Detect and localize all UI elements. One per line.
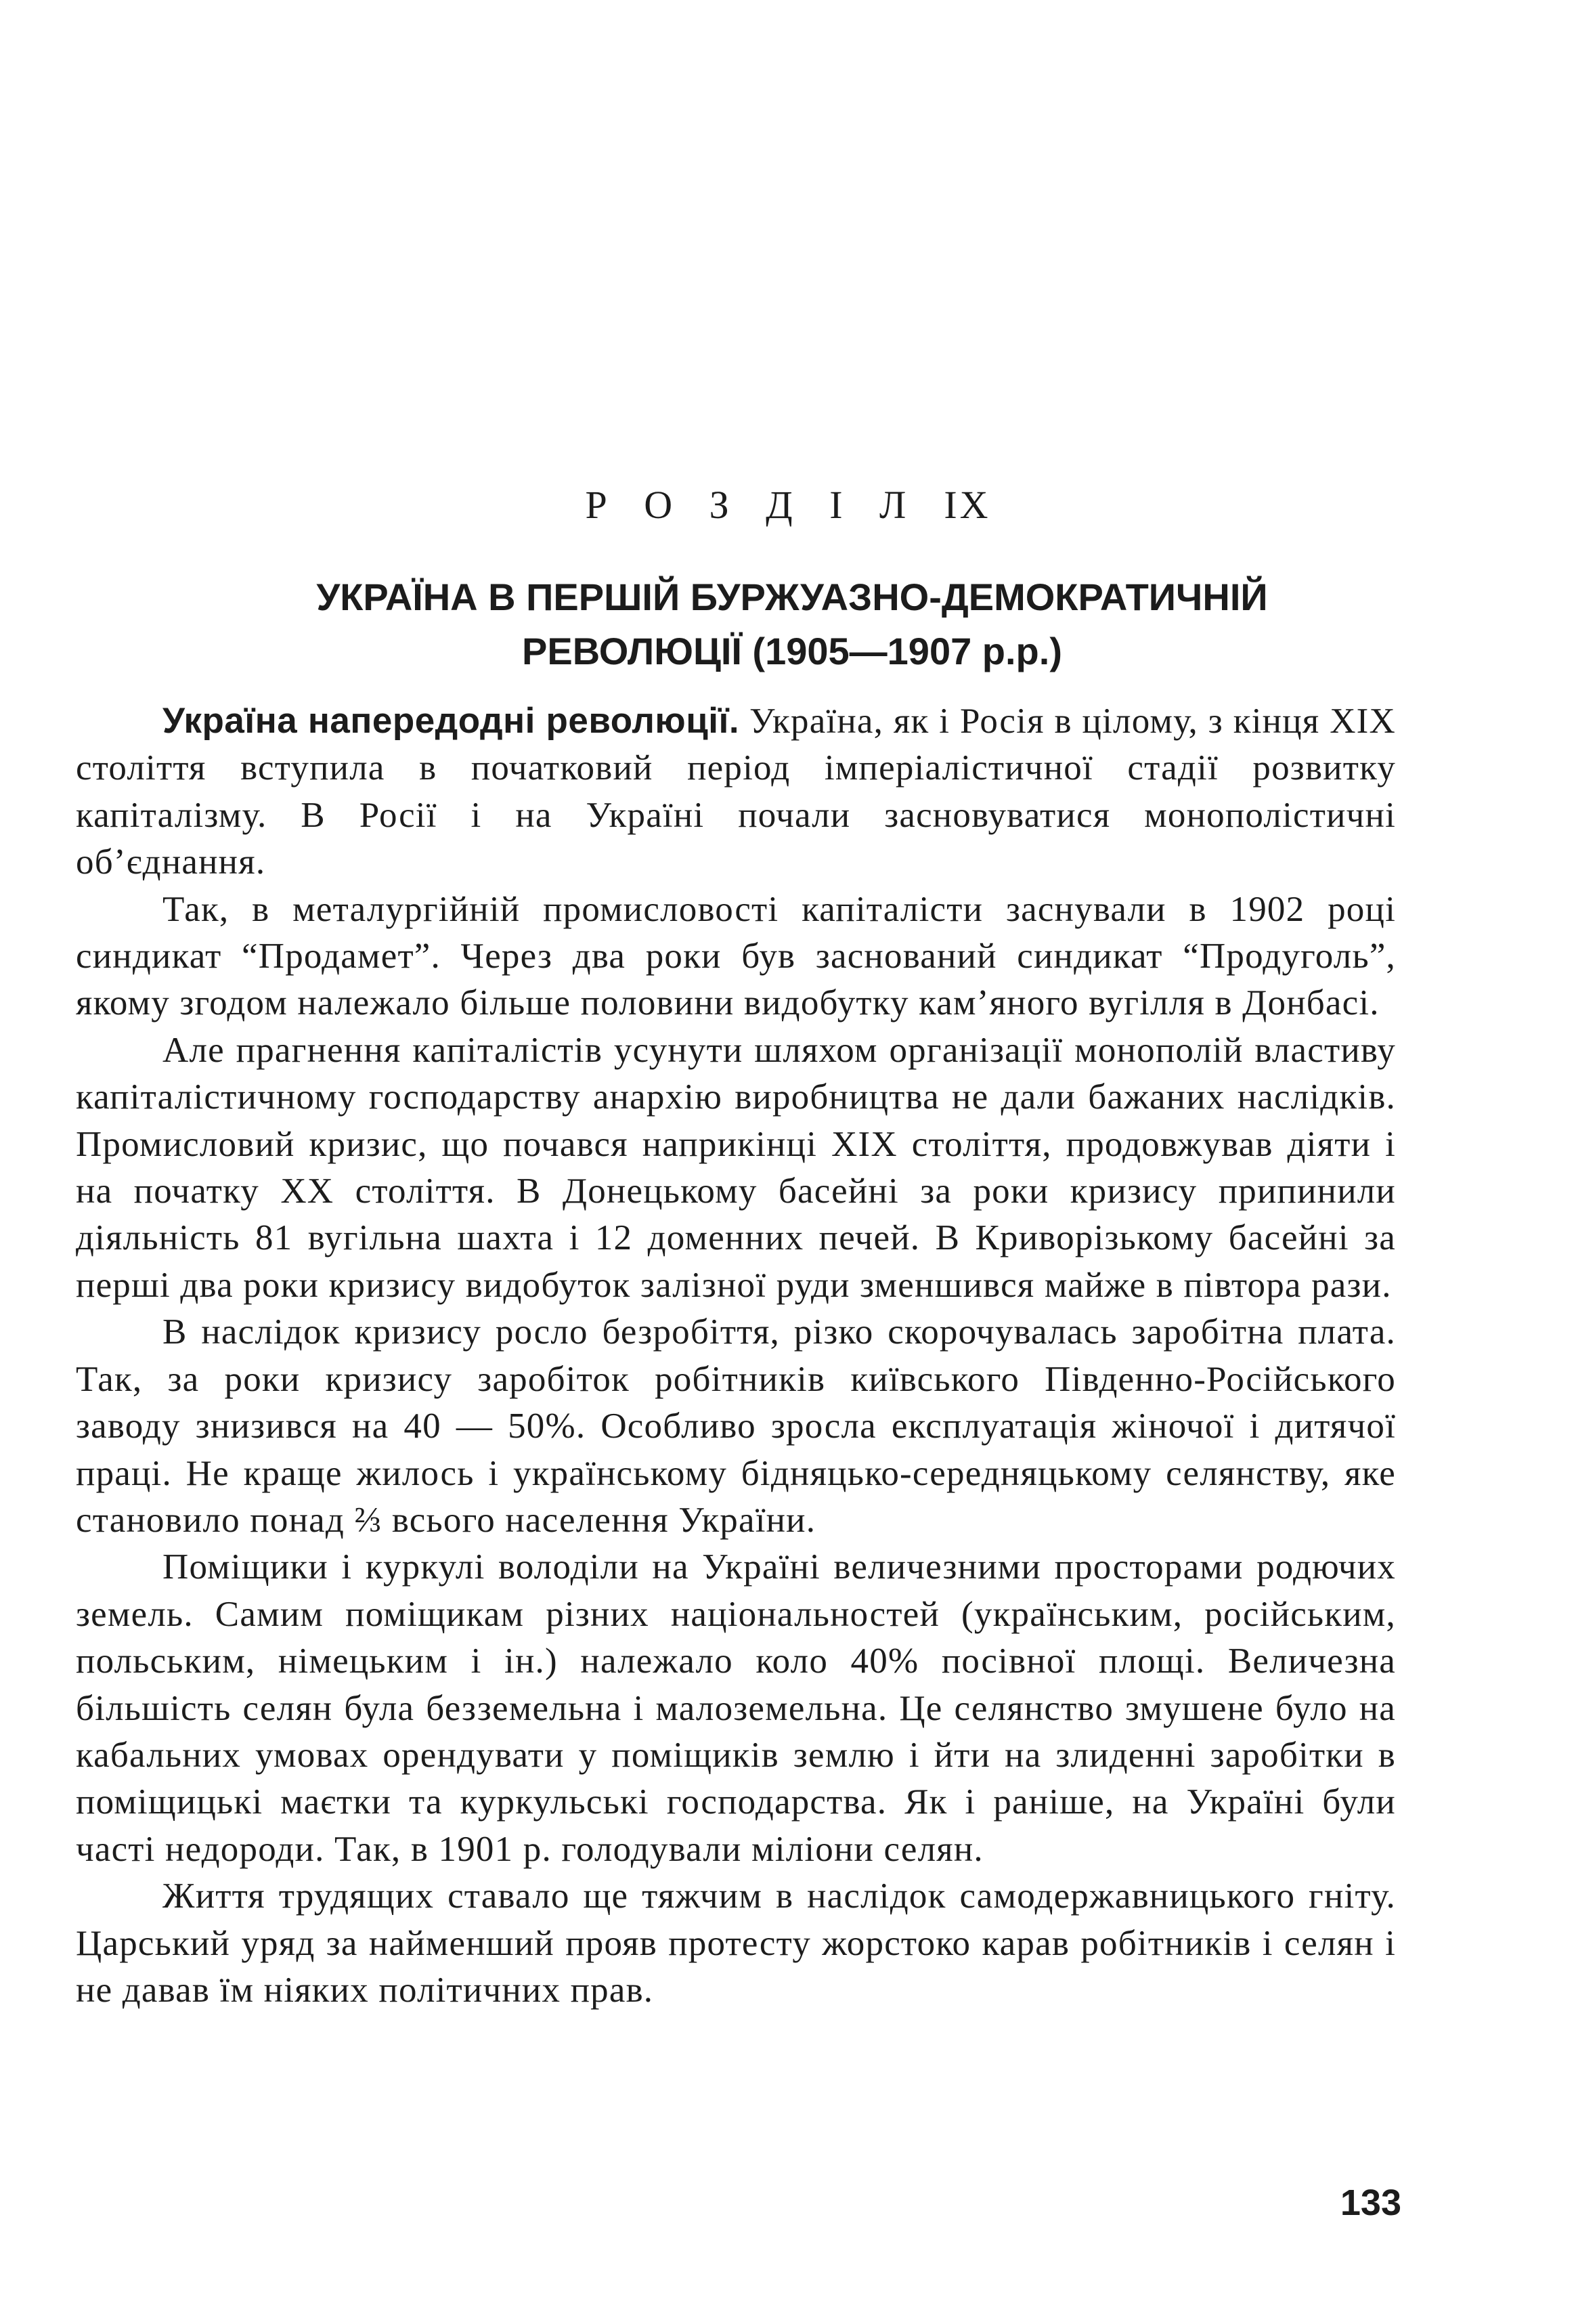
chapter-word: Р О З Д І Л xyxy=(585,483,920,527)
paragraph-5: Поміщики і куркулі володіли на Україні величезними просторами родючих земель. Самим поміщикам різних національностей (українським, російським, польським, німецьким і ін.) належало коло 40% посівної площі. Величезна більшість селян була безземельна і малоземельна. Це селянство змушене було на кабальних умовах орендувати у поміщиків землю і йти на злиденні заробітки в поміщицькі маєтки та куркульські господарства. Як і раніше, на Україні були часті недороди. Так, в 1901 р. голодували міліони селян. xyxy=(76,1547,1396,1869)
paragraph-2: Так, в металургійній промисловості капіталісти заснували в 1902 році синдикат “Продамет”. Через два роки був заснований синдикат “Продуголь”, якому згодом належало більше половини видобутку кам’яного вугілля в Донбасі. xyxy=(76,889,1396,1023)
chapter-title xyxy=(156,570,1428,679)
section-heading: Україна напередодні революції. xyxy=(162,701,740,741)
paragraph-3: Але прагнення капіталістів усунути шляхом організації монополій властиву капіталістичному господарству анархію виробництва не дали бажаних наслідків. Промисловий кризис, що почався наприкінці XIX століття, продовжував діяти і на початку XX століття. В Донецькому басейні за роки кризису припинили діяльність 81 вугільна шахта і 12 доменних печей. В Криворізькому басейні за перші два роки кризису видобуток залізної руди зменшився майже в півтора рази. xyxy=(76,1030,1396,1305)
page-number: 133 xyxy=(1340,2182,1401,2223)
chapter-label xyxy=(0,482,1576,528)
chapter-title-line-2: РЕВОЛЮЦІЇ (1905—1907 р.р.) xyxy=(522,630,1062,672)
body-text xyxy=(76,697,1396,2014)
paragraph-1 xyxy=(76,697,1396,886)
chapter-title-line-1: УКРАЇНА В ПЕРШІЙ БУРЖУАЗНО-ДЕМОКРАТИЧНІЙ xyxy=(316,576,1268,618)
paragraph-6: Життя трудящих ставало ще тяжчим в наслідок самодержавницького гніту. Царський уряд за найменший прояв протесту жорстоко карав робітників і селян і не давав їм ніяких політичних прав. xyxy=(76,1876,1396,2010)
paragraph-1-text: Україна, як і Росія в цілому, з кінця XIX століття вступила в початковий період імперіалістичної стадії розвитку капіталізму. В Росії і на Україні почали засновуватися монополістичні об’єднання. xyxy=(76,702,1397,882)
paragraph-4: В наслідок кризису росло безробіття, різко скорочувалась заробітна плата. Так, за роки кризису заробіток робітників київського Південно-Російського заводу знизився на 40 — 50%. Особливо зросла експлуатація жіночої і дитячої праці. Не краще жилось і українському бідняцько-середняцькому селянству, яке становило понад ⅔ всього населення України. xyxy=(76,1312,1396,1540)
chapter-number: IX xyxy=(944,483,991,527)
